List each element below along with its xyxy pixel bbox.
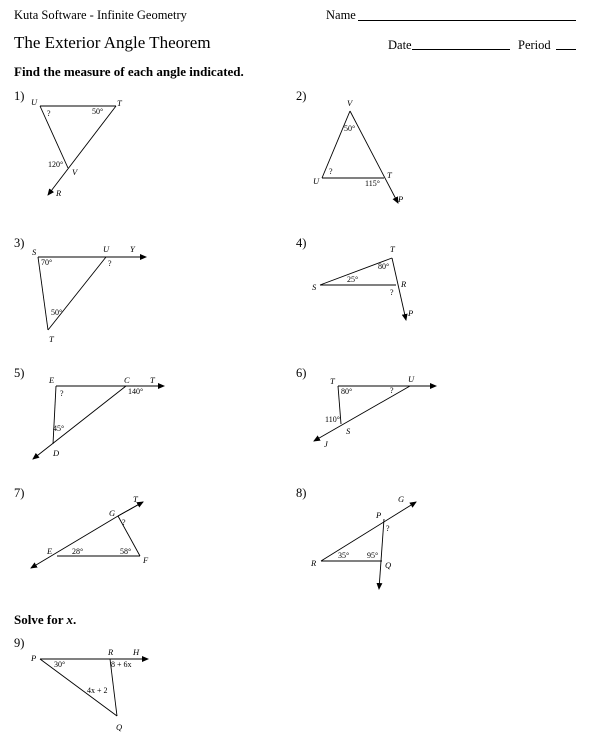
angle-label: 25° bbox=[347, 275, 359, 284]
vertex-label-r: R bbox=[311, 558, 317, 568]
software-name: Kuta Software - Infinite Geometry bbox=[14, 8, 187, 22]
problem-5-figure bbox=[33, 375, 164, 459]
angle-label: 110° bbox=[325, 415, 340, 424]
angle-label: 35° bbox=[338, 551, 350, 560]
vertex-label-t: T bbox=[330, 376, 335, 386]
angle-label: 70° bbox=[41, 258, 53, 267]
vertex-label-q: Q bbox=[385, 560, 392, 570]
problem-5-number: 5) bbox=[14, 366, 25, 380]
vertex-label-q: Q bbox=[116, 722, 123, 732]
angle-label: 50° bbox=[92, 107, 104, 116]
angle-label: 28° bbox=[72, 547, 84, 556]
vertex-label-g: G bbox=[398, 494, 405, 504]
angle-label: ? bbox=[122, 518, 126, 527]
angle-label: ? bbox=[329, 167, 333, 176]
problem-3-figure bbox=[32, 244, 146, 344]
angle-label: 115° bbox=[365, 179, 380, 188]
angle-label: 45° bbox=[53, 424, 65, 433]
period-label: Period bbox=[518, 38, 551, 52]
vertex-label-v: V bbox=[347, 98, 353, 108]
vertex-label-v: V bbox=[72, 167, 78, 177]
angle-label: ? bbox=[386, 524, 390, 533]
vertex-label-t: T bbox=[133, 494, 138, 504]
vertex-label-u: U bbox=[103, 244, 110, 254]
problem-8-figure bbox=[310, 494, 416, 589]
angle-label: 140° bbox=[128, 387, 144, 396]
angle-label: 58° bbox=[120, 547, 132, 556]
vertex-label-t: T bbox=[117, 98, 122, 108]
vertex-label-r: R bbox=[401, 279, 407, 289]
name-label: Name bbox=[326, 8, 356, 22]
vertex-label-p: P bbox=[408, 308, 414, 318]
angle-label: ? bbox=[60, 389, 64, 398]
angle-label: 80° bbox=[378, 262, 390, 271]
vertex-label-t: T bbox=[150, 375, 155, 385]
instructions: Find the measure of each angle indicated. bbox=[14, 64, 244, 79]
date-label: Date bbox=[388, 38, 412, 52]
problem-1-figure bbox=[31, 97, 123, 198]
problem-1-number: 1) bbox=[14, 89, 25, 103]
problem-9-figure bbox=[30, 647, 148, 732]
problem-9-number: 9) bbox=[14, 636, 25, 650]
vertex-label-u: U bbox=[408, 374, 415, 384]
angle-label: 80° bbox=[341, 387, 353, 396]
angle-label: ? bbox=[108, 259, 112, 268]
problem-7-figure bbox=[31, 494, 149, 568]
page-title: The Exterior Angle Theorem bbox=[14, 33, 211, 52]
problem-2-figure bbox=[313, 98, 403, 204]
vertex-label-e: E bbox=[47, 546, 53, 556]
vertex-label-s: S bbox=[32, 247, 37, 257]
vertex-label-y: Y bbox=[130, 244, 135, 254]
problem-6-number: 6) bbox=[296, 366, 307, 380]
vertex-label-t: T bbox=[49, 334, 54, 344]
vertex-label-p: P bbox=[376, 510, 382, 520]
angle-label: 8 + 6x bbox=[111, 660, 132, 669]
solve-for-x-heading: Solve for x. bbox=[14, 612, 77, 627]
vertex-label-g: G bbox=[109, 508, 116, 518]
problem-3-number: 3) bbox=[14, 236, 25, 250]
angle-label: ? bbox=[390, 386, 394, 395]
vertex-label-e: E bbox=[49, 375, 55, 385]
vertex-label-d: D bbox=[53, 448, 60, 458]
angle-label: 50° bbox=[51, 308, 63, 317]
vertex-label-f: F bbox=[143, 555, 149, 565]
angle-label: 95° bbox=[367, 551, 379, 560]
vertex-label-j: J bbox=[324, 439, 328, 449]
problem-7-number: 7) bbox=[14, 486, 25, 500]
problem-8-number: 8) bbox=[296, 486, 307, 500]
problem-4-number: 4) bbox=[296, 236, 307, 250]
angle-label: 50° bbox=[344, 124, 356, 133]
vertex-label-p: P bbox=[398, 194, 404, 204]
vertex-label-c: C bbox=[124, 375, 130, 385]
angle-label: 120° bbox=[48, 160, 64, 169]
problem-4-figure bbox=[312, 244, 413, 320]
problem-6-figure bbox=[314, 374, 436, 449]
vertex-label-u: U bbox=[313, 176, 320, 186]
angle-label: 30° bbox=[54, 660, 66, 669]
vertex-label-r: R bbox=[56, 188, 62, 198]
vertex-label-h: H bbox=[133, 647, 140, 657]
angle-label: 4x + 2 bbox=[87, 686, 108, 695]
vertex-label-t: T bbox=[387, 170, 392, 180]
vertex-label-s: S bbox=[312, 282, 317, 292]
vertex-label-r: R bbox=[108, 647, 114, 657]
angle-label: ? bbox=[47, 109, 51, 118]
vertex-label-p: P bbox=[31, 653, 37, 663]
angle-label: ? bbox=[390, 288, 394, 297]
problem-2-number: 2) bbox=[296, 89, 307, 103]
vertex-label-t: T bbox=[390, 244, 395, 254]
vertex-label-u: U bbox=[31, 97, 38, 107]
vertex-label-s: S bbox=[346, 426, 351, 436]
